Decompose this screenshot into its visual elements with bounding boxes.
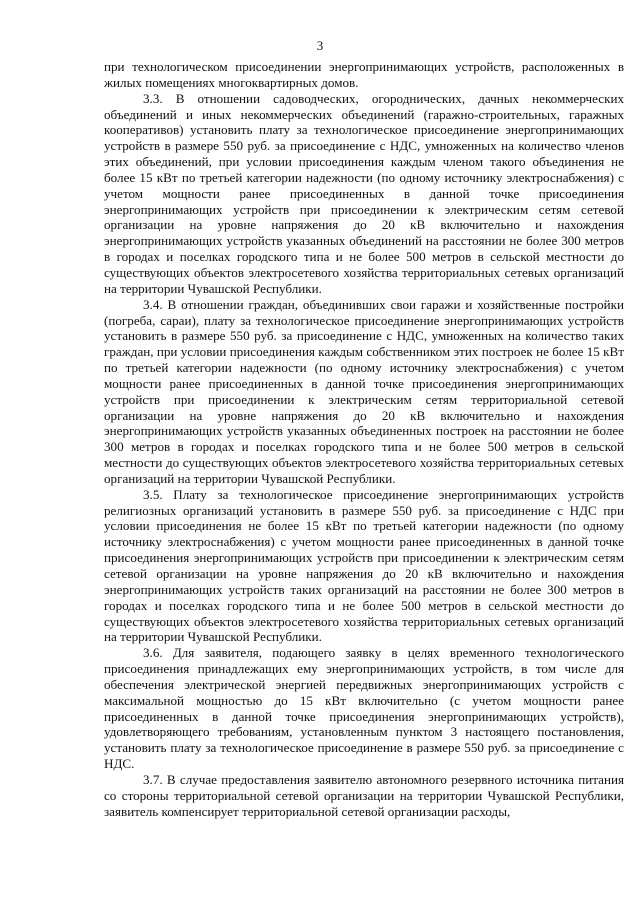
paragraph-continuation: при технологическом присоединении энергопринимающих устройств, расположенных в жилых помещениях многоквартирных домов.	[104, 59, 624, 90]
paragraph-3-6: 3.6. Для заявителя, подающего заявку в целях временного технологического присоединения принадлежащих ему энергопринимающих устройств, в том числе для обеспечения электрической энергией передвижных энергопринимающих устройств с максимальной мощностью до 15 кВт включительно (с учетом мощности ранее присоединенных в данной точке присоединения энергопринимающих устройств), удовлетворяющего требованиям, установленным пунктом 3 настоящего постановления, установить плату за технологическое присоединение в размере 550 руб. за присоединение с НДС.	[104, 645, 624, 772]
paragraph-3-5: 3.5. Плату за технологическое присоединение энергопринимающих устройств религиозных организаций установить в размере 550 руб. за присоединение с НДС при условии присоединения не более 15 кВт по третьей категории надежности (по одному источнику электроснабжения) с учетом мощности ранее присоединенных в данной точке присоединения энергопринимающих устройств при присоединении к электрическим сетям сетевой организации на уровне напряжения до 20 кВ включительно и нахождения энергопринимающих устройств таких организаций на расстоянии не более 300 метров в городах и поселках городского типа и не более 500 метров в сельской местности до существующих объектов электросетевого хозяйства территориальных сетевых организаций на территории Чувашской Республики.	[104, 486, 624, 645]
paragraph-3-4: 3.4. В отношении граждан, объединивших свои гаражи и хозяйственные постройки (погреба, сараи), плату за технологическое присоединение энергопринимающих устройств установить в размере 550 руб. за присоединение с НДС, умноженных на количество таких граждан, при условии присоединения каждым собственником этих построек не более 15 кВт по третьей категории надежности (по одному источнику электроснабжения) с учетом мощности ранее присоединенных в данной точке присоединения энергопринимающих устройств при присоединении к электрическим сетям территориальной сетевой организации на уровне напряжения до 20 кВ включительно и нахождения энергопринимающих устройств указанных объединенных построек на расстоянии не более 300 метров в городах и поселках городского типа и не более 500 метров в сельской местности до существующих объектов электросетевого хозяйства территориальных сетевых организаций на территории Чувашской Республики.	[104, 296, 624, 486]
paragraph-3-7: 3.7. В случае предоставления заявителю автономного резервного источника питания со стороны территориальной сетевой организации на территории Чувашской Республики, заявитель компенсирует территориальной сетевой организации расходы,	[104, 771, 624, 819]
page-number: 3	[316, 38, 324, 53]
document-body	[104, 59, 624, 820]
paragraph-3-3: 3.3. В отношении садоводческих, огороднических, дачных некоммерческих объединений и иных некоммерческих объединений (гаражно-строительных, гаражных кооперативов) установить плату за технологическое присоединение энергопринимающих устройств в размере 550 руб. за присоединение с НДС, умноженных на количество членов этих объединений, при условии присоединения каждым членом такого объединения не более 15 кВт по третьей категории надежности (по одному источнику электроснабжения) с учетом мощности ранее присоединенных в данной точке присоединения энергопринимающих устройств при присоединении к электрическим сетям сетевой организации на уровне напряжения до 20 кВ включительно и нахождения энергопринимающих устройств указанных объединений на расстоянии не более 300 метров в городах и поселках городского типа и не более 500 метров в сельской местности до существующих объектов электросетевого хозяйства территориальных сетевых организаций на территории Чувашской Республики.	[104, 90, 624, 296]
